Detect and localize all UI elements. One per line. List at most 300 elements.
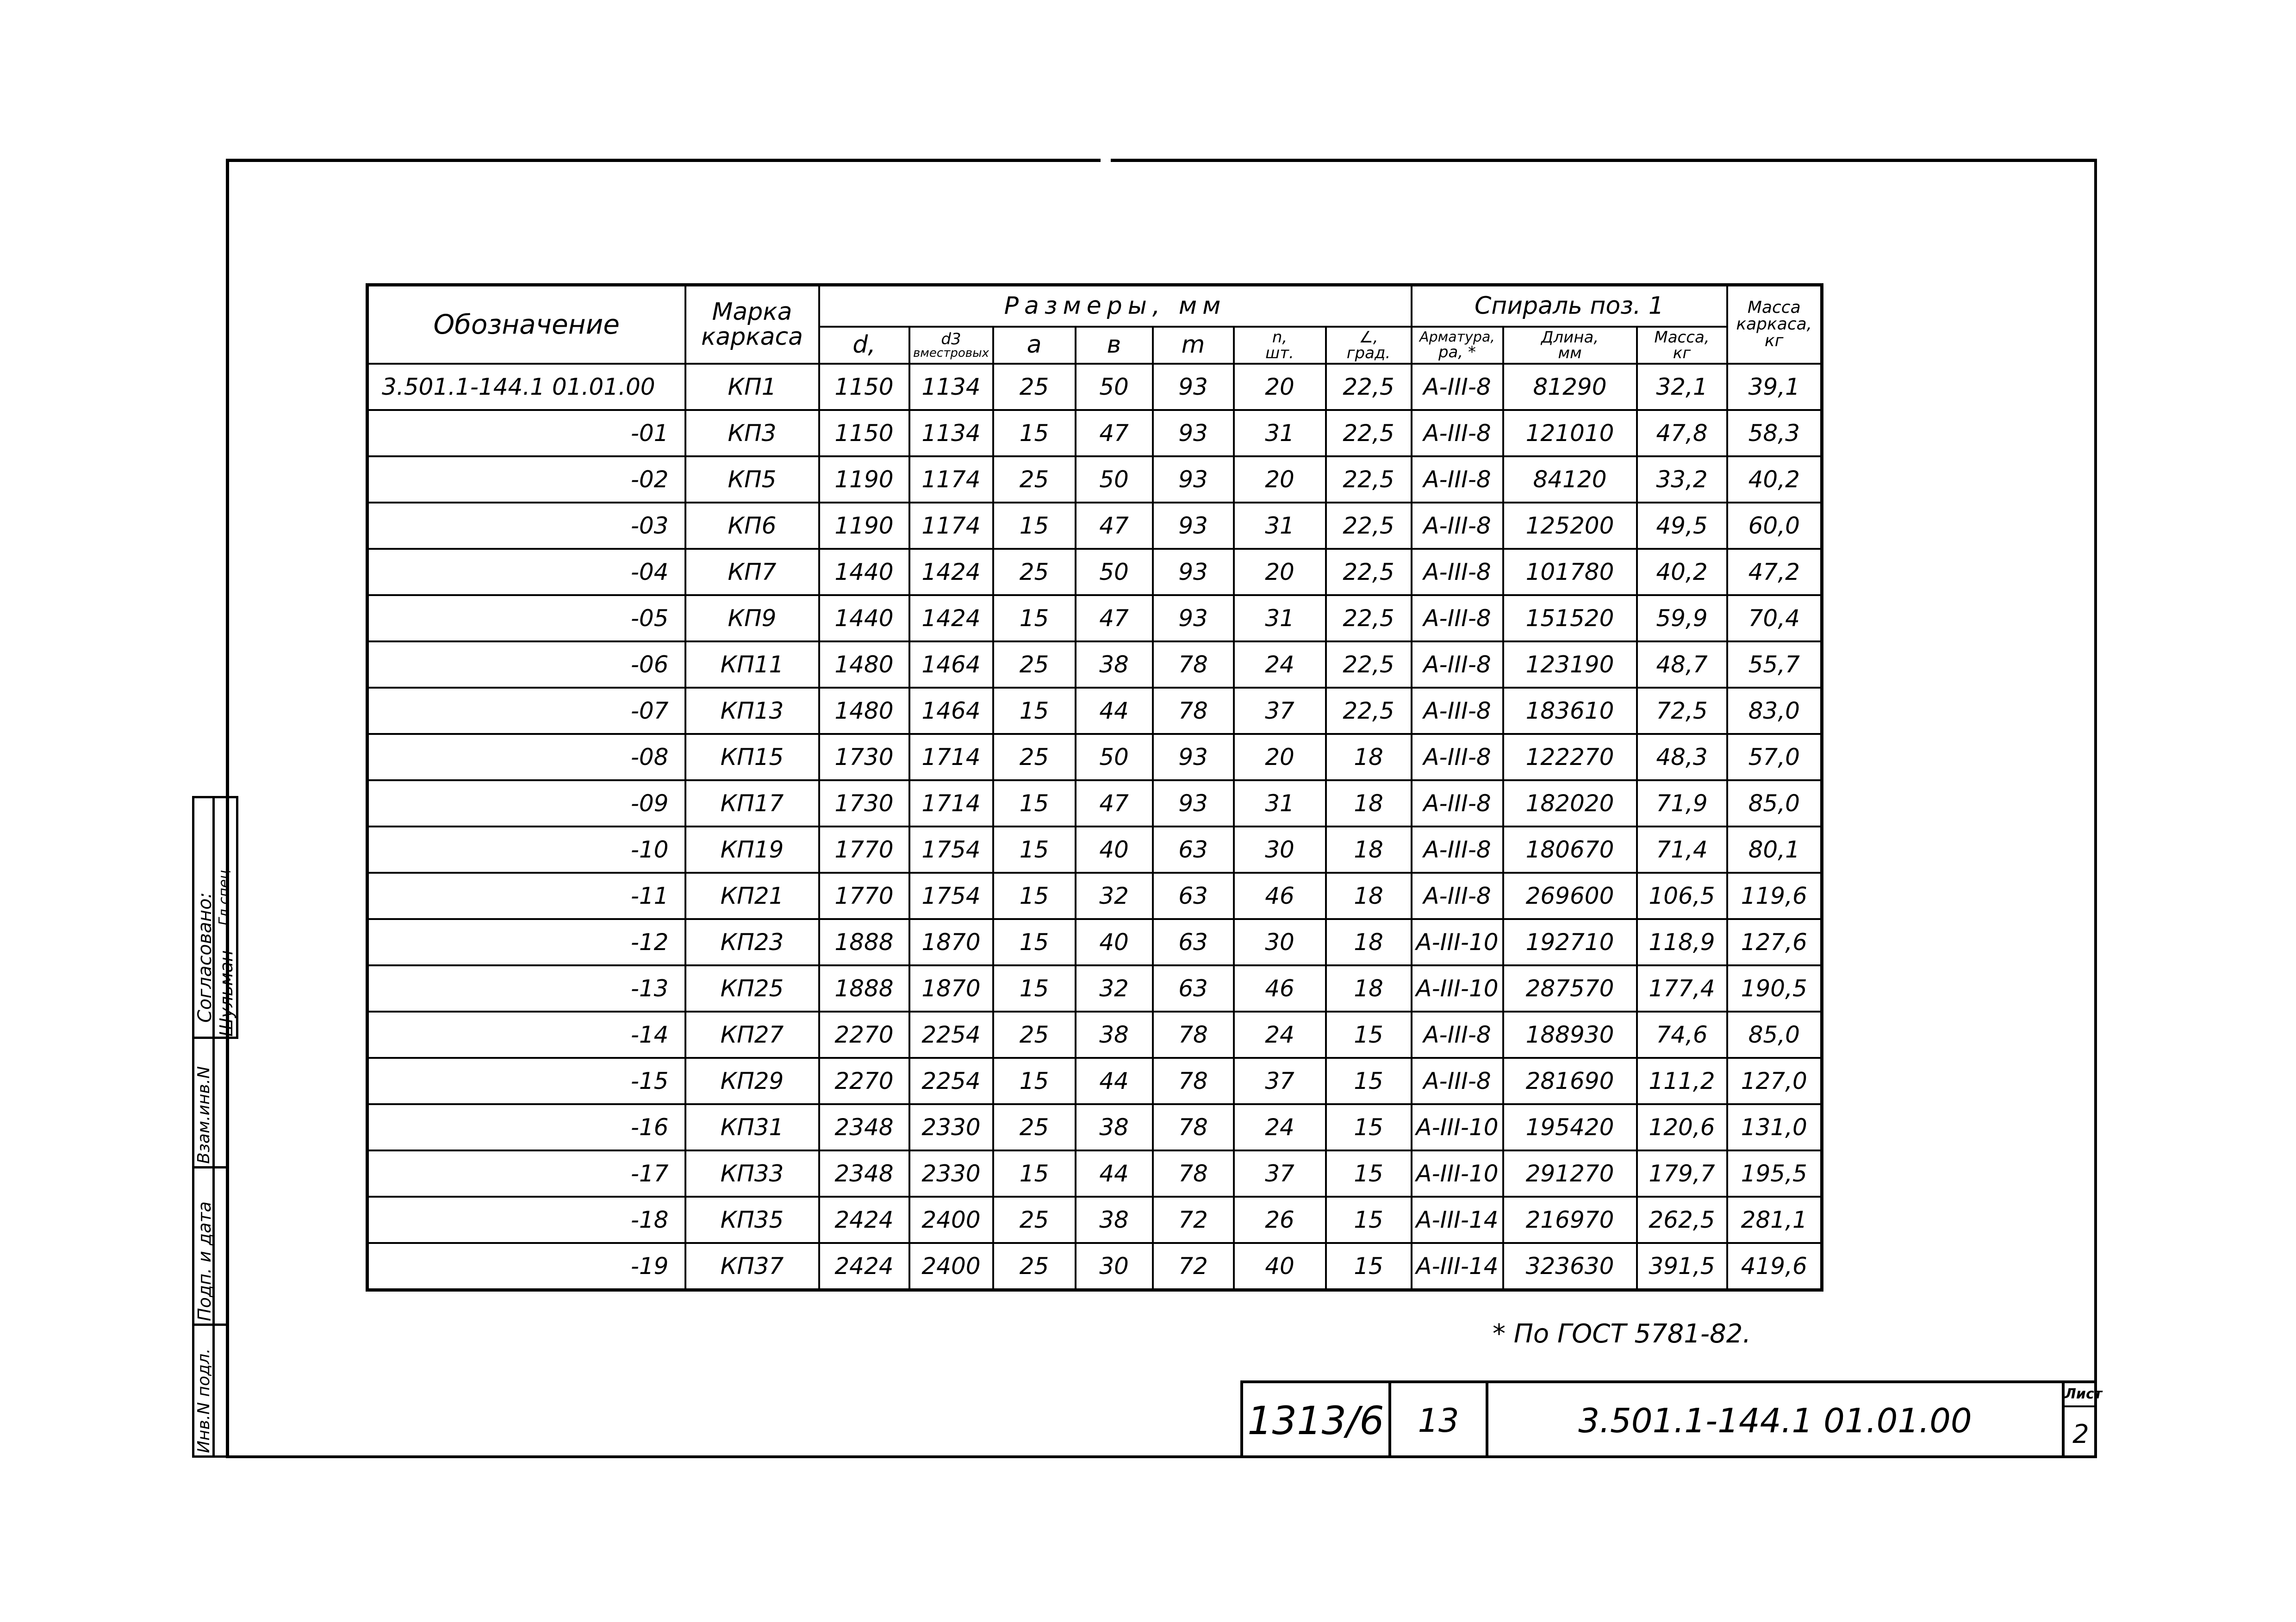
- cell-mass: 177,4: [1637, 965, 1727, 1012]
- cell-arm: A-III-10: [1412, 919, 1503, 965]
- cell-d: 1190: [819, 456, 909, 503]
- cell-frame: 40,2: [1727, 456, 1822, 503]
- col-arm: [1412, 327, 1503, 364]
- cell-alpha: 15: [1326, 1243, 1412, 1290]
- side-stamp: [192, 796, 238, 1458]
- cell-mass: 262,5: [1637, 1197, 1727, 1243]
- frame-mass-line2: каркаса,: [1736, 315, 1812, 334]
- cell-frame: 55,7: [1727, 641, 1822, 688]
- cell-brand: КП21: [685, 873, 819, 919]
- cell-frame: 80,1: [1727, 827, 1822, 873]
- cell-frame: 195,5: [1727, 1150, 1822, 1197]
- cell-mass: 48,7: [1637, 641, 1727, 688]
- cell-brand: КП5: [685, 456, 819, 503]
- cell-frame: 419,6: [1727, 1243, 1822, 1290]
- cell-frame: 57,0: [1727, 734, 1822, 780]
- arm-line1: Арматура,: [1419, 329, 1495, 345]
- cell-alpha: 15: [1326, 1012, 1412, 1058]
- cell-des: -07: [367, 688, 685, 734]
- footnote: * По ГОСТ 5781-82.: [1493, 1319, 1751, 1349]
- cell-d3: 1754: [909, 873, 993, 919]
- stamp-line: [192, 1455, 226, 1458]
- cell-m: 93: [1153, 734, 1234, 780]
- cell-a: 25: [993, 734, 1076, 780]
- cell-n: 20: [1234, 364, 1326, 410]
- cell-mass: 32,1: [1637, 364, 1727, 410]
- cell-m: 63: [1153, 965, 1234, 1012]
- cell-brand: КП29: [685, 1058, 819, 1104]
- cell-arm: A-III-8: [1412, 1058, 1503, 1104]
- cell-arm: A-III-8: [1412, 595, 1503, 641]
- cell-b: 50: [1076, 364, 1153, 410]
- brand-line1: Марка: [712, 298, 792, 326]
- cell-des: -08: [367, 734, 685, 780]
- col-d3: [909, 327, 993, 364]
- col-b: в: [1076, 327, 1153, 364]
- cell-d3: 1464: [909, 641, 993, 688]
- cell-alpha: 15: [1326, 1150, 1412, 1197]
- cell-b: 32: [1076, 965, 1153, 1012]
- cell-a: 25: [993, 1243, 1076, 1290]
- col-len: [1503, 327, 1637, 364]
- cell-b: 47: [1076, 410, 1153, 456]
- cell-d: 1888: [819, 965, 909, 1012]
- table-row: [367, 549, 1822, 595]
- cell-d: 1190: [819, 503, 909, 549]
- cell-brand: КП35: [685, 1197, 819, 1243]
- cell-a: 15: [993, 780, 1076, 827]
- cell-d3: 2400: [909, 1243, 993, 1290]
- cell-a: 25: [993, 1104, 1076, 1150]
- cell-arm: A-III-8: [1412, 734, 1503, 780]
- stamp-agreed: Согласовано:: [194, 892, 216, 1023]
- cell-alpha: 22,5: [1326, 549, 1412, 595]
- cell-len: 84120: [1503, 456, 1637, 503]
- cell-arm: A-III-8: [1412, 780, 1503, 827]
- cell-len: 122270: [1503, 734, 1637, 780]
- cell-des: -14: [367, 1012, 685, 1058]
- cell-len: 121010: [1503, 410, 1637, 456]
- cell-m: 93: [1153, 456, 1234, 503]
- cell-a: 15: [993, 919, 1076, 965]
- cell-d: 2270: [819, 1058, 909, 1104]
- cell-m: 93: [1153, 503, 1234, 549]
- cell-mass: 48,3: [1637, 734, 1727, 780]
- cell-des: -19: [367, 1243, 685, 1290]
- cell-n: 30: [1234, 919, 1326, 965]
- cell-d3: 2330: [909, 1150, 993, 1197]
- table-row: [367, 965, 1822, 1012]
- stamp-line: [192, 1166, 226, 1168]
- stamp-inv-podl: Инв.N подл.: [194, 1348, 213, 1453]
- cell-b: 50: [1076, 549, 1153, 595]
- col-designation: Обозначение: [367, 285, 685, 364]
- cell-len: 180670: [1503, 827, 1637, 873]
- cell-len: 269600: [1503, 873, 1637, 919]
- cell-n: 37: [1234, 1058, 1326, 1104]
- cell-len: 216970: [1503, 1197, 1637, 1243]
- cell-len: 188930: [1503, 1012, 1637, 1058]
- cell-len: 323630: [1503, 1243, 1637, 1290]
- cell-frame: 85,0: [1727, 780, 1822, 827]
- cell-d3: 1174: [909, 503, 993, 549]
- cell-m: 78: [1153, 1058, 1234, 1104]
- cell-des: -11: [367, 873, 685, 919]
- cell-d: 1480: [819, 688, 909, 734]
- cell-d3: 1870: [909, 965, 993, 1012]
- cell-n: 46: [1234, 965, 1326, 1012]
- cell-mass: 106,5: [1637, 873, 1727, 919]
- cell-b: 50: [1076, 734, 1153, 780]
- cell-alpha: 22,5: [1326, 641, 1412, 688]
- cell-m: 78: [1153, 688, 1234, 734]
- cell-d3: 1754: [909, 827, 993, 873]
- table-row: [367, 780, 1822, 827]
- cell-d3: 1464: [909, 688, 993, 734]
- cell-n: 20: [1234, 456, 1326, 503]
- col-m: m: [1153, 327, 1234, 364]
- cell-b: 50: [1076, 456, 1153, 503]
- table-row: [367, 364, 1822, 410]
- cell-n: 31: [1234, 595, 1326, 641]
- cell-d3: 1714: [909, 734, 993, 780]
- cell-b: 44: [1076, 688, 1153, 734]
- cell-n: 37: [1234, 1150, 1326, 1197]
- cell-des: -09: [367, 780, 685, 827]
- cell-des: -10: [367, 827, 685, 873]
- cell-brand: КП6: [685, 503, 819, 549]
- cell-frame: 60,0: [1727, 503, 1822, 549]
- cell-a: 25: [993, 1012, 1076, 1058]
- cell-a: 15: [993, 688, 1076, 734]
- table-row: [367, 873, 1822, 919]
- table-row: [367, 1058, 1822, 1104]
- cell-mass: 71,9: [1637, 780, 1727, 827]
- cell-arm: A-III-8: [1412, 503, 1503, 549]
- cell-n: 37: [1234, 688, 1326, 734]
- len-line1: Длина,: [1541, 328, 1599, 347]
- cell-frame: 190,5: [1727, 965, 1822, 1012]
- cell-m: 78: [1153, 1104, 1234, 1150]
- cell-frame: 119,6: [1727, 873, 1822, 919]
- cell-b: 38: [1076, 641, 1153, 688]
- frame-mass-line3: кг: [1764, 331, 1784, 351]
- cell-d3: 2254: [909, 1058, 993, 1104]
- cell-brand: КП23: [685, 919, 819, 965]
- cell-alpha: 18: [1326, 780, 1412, 827]
- sheet-box: [2062, 1380, 2103, 1458]
- header-row-1: [367, 285, 1822, 327]
- cell-b: 38: [1076, 1104, 1153, 1150]
- page-number: 13: [1388, 1380, 1486, 1458]
- cell-arm: A-III-8: [1412, 549, 1503, 595]
- cell-alpha: 18: [1326, 827, 1412, 873]
- cell-d: 2424: [819, 1197, 909, 1243]
- cell-b: 47: [1076, 780, 1153, 827]
- cell-a: 15: [993, 827, 1076, 873]
- table-row: [367, 1012, 1822, 1058]
- cell-alpha: 15: [1326, 1058, 1412, 1104]
- len-line2: мм: [1558, 343, 1582, 362]
- cell-len: 287570: [1503, 965, 1637, 1012]
- table-body: [367, 364, 1822, 1290]
- cell-mass: 33,2: [1637, 456, 1727, 503]
- alpha-line1: ∠,: [1359, 328, 1378, 347]
- cell-brand: КП3: [685, 410, 819, 456]
- cell-mass: 72,5: [1637, 688, 1727, 734]
- stamp-line: [192, 796, 238, 798]
- cell-alpha: 18: [1326, 965, 1412, 1012]
- cell-n: 20: [1234, 549, 1326, 595]
- cell-frame: 83,0: [1727, 688, 1822, 734]
- cell-alpha: 22,5: [1326, 688, 1412, 734]
- cell-d3: 1134: [909, 410, 993, 456]
- cell-d: 1150: [819, 364, 909, 410]
- cell-frame: 70,4: [1727, 595, 1822, 641]
- cell-d: 2348: [819, 1104, 909, 1150]
- cell-a: 15: [993, 873, 1076, 919]
- cell-mass: 49,5: [1637, 503, 1727, 549]
- cell-d3: 2254: [909, 1012, 993, 1058]
- cell-len: 123190: [1503, 641, 1637, 688]
- cell-mass: 120,6: [1637, 1104, 1727, 1150]
- cell-d3: 1870: [909, 919, 993, 965]
- cell-m: 63: [1153, 873, 1234, 919]
- cell-a: 25: [993, 456, 1076, 503]
- cell-brand: КП27: [685, 1012, 819, 1058]
- cell-len: 101780: [1503, 549, 1637, 595]
- mass-line1: Масса,: [1654, 328, 1710, 347]
- cell-alpha: 15: [1326, 1197, 1412, 1243]
- cell-arm: A-III-8: [1412, 1012, 1503, 1058]
- cell-m: 63: [1153, 827, 1234, 873]
- sheet-number: 2: [2072, 1419, 2089, 1449]
- cell-n: 40: [1234, 1243, 1326, 1290]
- cell-m: 93: [1153, 780, 1234, 827]
- table-row: [367, 595, 1822, 641]
- cell-frame: 85,0: [1727, 1012, 1822, 1058]
- cell-arm: A-III-8: [1412, 364, 1503, 410]
- cell-des: -02: [367, 456, 685, 503]
- alpha-line2: град.: [1346, 343, 1391, 362]
- cell-d3: 1174: [909, 456, 993, 503]
- cell-d3: 1424: [909, 595, 993, 641]
- cell-d: 2424: [819, 1243, 909, 1290]
- stamp-sign-date: Подп. и дата: [194, 1201, 215, 1321]
- cell-a: 25: [993, 364, 1076, 410]
- d3-line2: вместровых: [913, 346, 989, 360]
- cell-brand: КП9: [685, 595, 819, 641]
- brand-line2: каркаса: [701, 323, 803, 351]
- stamp-vzam: Взам.инв.N: [194, 1066, 213, 1164]
- cell-alpha: 22,5: [1326, 364, 1412, 410]
- cell-arm: A-III-8: [1412, 456, 1503, 503]
- cell-m: 72: [1153, 1197, 1234, 1243]
- cell-des: -05: [367, 595, 685, 641]
- cell-n: 26: [1234, 1197, 1326, 1243]
- cell-m: 78: [1153, 1012, 1234, 1058]
- cell-frame: 47,2: [1727, 549, 1822, 595]
- cell-des: -13: [367, 965, 685, 1012]
- cell-a: 25: [993, 549, 1076, 595]
- cell-a: 15: [993, 1150, 1076, 1197]
- table-row: [367, 1243, 1822, 1290]
- cell-d: 2270: [819, 1012, 909, 1058]
- cell-d: 1440: [819, 549, 909, 595]
- col-n: [1234, 327, 1326, 364]
- n-line1: n,: [1272, 328, 1288, 347]
- stamp-gip: Гл.спец.: [216, 865, 232, 926]
- cell-des: -15: [367, 1058, 685, 1104]
- table-row: [367, 1104, 1822, 1150]
- cell-m: 78: [1153, 641, 1234, 688]
- arm-line2: ра, *: [1438, 342, 1476, 361]
- cell-b: 47: [1076, 503, 1153, 549]
- cell-b: 32: [1076, 873, 1153, 919]
- stamp-line: [192, 1037, 238, 1039]
- cell-frame: 281,1: [1727, 1197, 1822, 1243]
- cell-b: 44: [1076, 1150, 1153, 1197]
- cell-n: 24: [1234, 1012, 1326, 1058]
- cell-arm: A-III-10: [1412, 1104, 1503, 1150]
- cell-mass: 391,5: [1637, 1243, 1727, 1290]
- cell-brand: КП1: [685, 364, 819, 410]
- table-row: [367, 827, 1822, 873]
- cell-arm: A-III-8: [1412, 827, 1503, 873]
- cell-b: 44: [1076, 1058, 1153, 1104]
- cell-arm: A-III-14: [1412, 1197, 1503, 1243]
- cell-arm: A-III-8: [1412, 410, 1503, 456]
- cell-a: 25: [993, 1197, 1076, 1243]
- cell-des: -01: [367, 410, 685, 456]
- cell-brand: КП31: [685, 1104, 819, 1150]
- cell-brand: КП33: [685, 1150, 819, 1197]
- cell-des: -17: [367, 1150, 685, 1197]
- cell-len: 125200: [1503, 503, 1637, 549]
- cell-alpha: 18: [1326, 734, 1412, 780]
- cell-m: 63: [1153, 919, 1234, 965]
- cell-des: -04: [367, 549, 685, 595]
- cell-frame: 127,0: [1727, 1058, 1822, 1104]
- table-row: [367, 410, 1822, 456]
- cell-d: 1888: [819, 919, 909, 965]
- cell-len: 281690: [1503, 1058, 1637, 1104]
- n-line2: шт.: [1265, 343, 1294, 362]
- sizes-group: Размеры, мм: [819, 285, 1412, 327]
- cell-d: 1480: [819, 641, 909, 688]
- cell-m: 78: [1153, 1150, 1234, 1197]
- cell-mass: 40,2: [1637, 549, 1727, 595]
- cell-arm: A-III-10: [1412, 1150, 1503, 1197]
- cell-brand: КП15: [685, 734, 819, 780]
- cell-a: 15: [993, 595, 1076, 641]
- cell-brand: КП17: [685, 780, 819, 827]
- cell-d: 2348: [819, 1150, 909, 1197]
- cell-mass: 111,2: [1637, 1058, 1727, 1104]
- frame-mass-line1: Масса: [1747, 298, 1801, 317]
- cell-a: 15: [993, 410, 1076, 456]
- cell-len: 151520: [1503, 595, 1637, 641]
- cell-m: 72: [1153, 1243, 1234, 1290]
- cell-frame: 39,1: [1727, 364, 1822, 410]
- cell-a: 15: [993, 965, 1076, 1012]
- col-brand: [685, 285, 819, 364]
- sheet-label: Лист: [2065, 1383, 2097, 1407]
- cell-mass: 74,6: [1637, 1012, 1727, 1058]
- inv-number: 1313/6: [1240, 1380, 1388, 1458]
- cell-alpha: 22,5: [1326, 595, 1412, 641]
- cell-alpha: 18: [1326, 919, 1412, 965]
- col-mass: [1637, 327, 1727, 364]
- cell-len: 182020: [1503, 780, 1637, 827]
- col-alpha: [1326, 327, 1412, 364]
- cell-alpha: 15: [1326, 1104, 1412, 1150]
- table-row: [367, 919, 1822, 965]
- cell-n: 24: [1234, 1104, 1326, 1150]
- col-frame-mass: [1727, 285, 1822, 364]
- cell-des: 3.501.1-144.1 01.01.00: [367, 364, 685, 410]
- d3-line1: d3: [941, 329, 961, 348]
- cell-a: 15: [993, 1058, 1076, 1104]
- specification-table: [366, 283, 1823, 1292]
- document-code: 3.501.1-144.1 01.01.00: [1486, 1380, 2062, 1458]
- cell-brand: КП19: [685, 827, 819, 873]
- cell-des: -03: [367, 503, 685, 549]
- cell-m: 93: [1153, 410, 1234, 456]
- cell-len: 291270: [1503, 1150, 1637, 1197]
- mass-line2: кг: [1673, 343, 1691, 362]
- cell-d: 1770: [819, 827, 909, 873]
- cell-n: 46: [1234, 873, 1326, 919]
- cell-alpha: 22,5: [1326, 410, 1412, 456]
- cell-brand: КП25: [685, 965, 819, 1012]
- cell-alpha: 22,5: [1326, 456, 1412, 503]
- cell-len: 192710: [1503, 919, 1637, 965]
- cell-des: -18: [367, 1197, 685, 1243]
- cell-len: 195420: [1503, 1104, 1637, 1150]
- cell-brand: КП13: [685, 688, 819, 734]
- cell-arm: A-III-8: [1412, 873, 1503, 919]
- cell-d: 1770: [819, 873, 909, 919]
- cell-b: 40: [1076, 919, 1153, 965]
- cell-mass: 118,9: [1637, 919, 1727, 965]
- cell-brand: КП7: [685, 549, 819, 595]
- cell-frame: 58,3: [1727, 410, 1822, 456]
- table-row: [367, 734, 1822, 780]
- table-row: [367, 503, 1822, 549]
- table-row: [367, 456, 1822, 503]
- cell-d3: 1424: [909, 549, 993, 595]
- cell-brand: КП37: [685, 1243, 819, 1290]
- spiral-group: Спираль поз. 1: [1412, 285, 1727, 327]
- cell-m: 93: [1153, 595, 1234, 641]
- cell-b: 47: [1076, 595, 1153, 641]
- col-d: d,: [819, 327, 909, 364]
- table-row: [367, 641, 1822, 688]
- table-row: [367, 1197, 1822, 1243]
- cell-d: 1440: [819, 595, 909, 641]
- cell-mass: 179,7: [1637, 1150, 1727, 1197]
- cell-arm: A-III-10: [1412, 965, 1503, 1012]
- cell-mass: 71,4: [1637, 827, 1727, 873]
- cell-d: 1730: [819, 734, 909, 780]
- cell-alpha: 18: [1326, 873, 1412, 919]
- cell-n: 31: [1234, 503, 1326, 549]
- cell-n: 30: [1234, 827, 1326, 873]
- cell-d: 1730: [819, 780, 909, 827]
- cell-frame: 131,0: [1727, 1104, 1822, 1150]
- cell-a: 25: [993, 641, 1076, 688]
